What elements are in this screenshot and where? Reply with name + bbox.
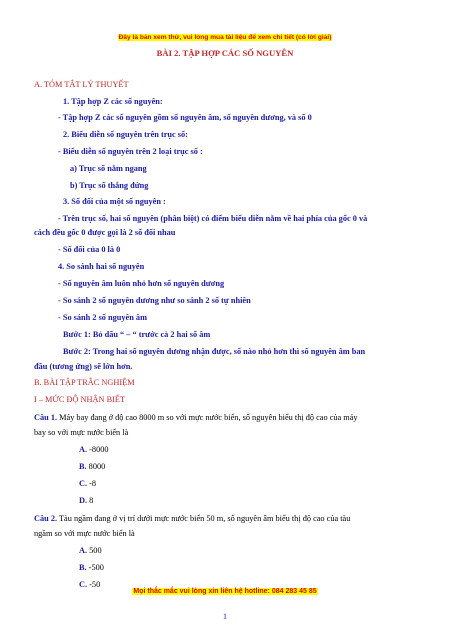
q1-option-a-label: A. bbox=[79, 445, 88, 454]
preview-notice-text: Đây là bản xem thử, vui lòng mua tài liệu để xem chi tiết (có lời giải) bbox=[118, 34, 332, 41]
question-1-label: Câu 1. bbox=[34, 413, 58, 422]
question-2-text-2: ngầm so với mực nước biển là bbox=[34, 529, 135, 538]
question-2-line-1 bbox=[34, 514, 350, 523]
header-notice bbox=[0, 26, 450, 44]
item2-option-b: b) Trục số thẳng đứng bbox=[70, 181, 149, 190]
q2-option-a-label: A. bbox=[79, 546, 88, 555]
level-heading: I – MỨC ĐỘ NHẬN BIẾT bbox=[34, 395, 126, 404]
item3-text-1: - Trên trục số, hai số nguyên (phân biệt) có điểm biểu diễn nằm về hai phía của gốc 0 và bbox=[58, 214, 368, 223]
item3-text-2: cách đều gốc 0 được gọi là 2 số đối nhau bbox=[34, 228, 176, 237]
question-1-text-2: bay so với mực nước biển là bbox=[34, 428, 129, 437]
question-1-text-1: Máy bay đang ở độ cao 8000 m so với mực nước biển, số nguyên biểu thị độ cao của máy bbox=[57, 413, 358, 422]
item4-text-1: - Số nguyên âm luôn nhỏ hơn số nguyên dương bbox=[58, 279, 225, 288]
q1-option-b-value: 8000 bbox=[86, 462, 106, 471]
q2-option-b bbox=[79, 563, 104, 572]
step-2-line-1: Bước 2: Trong hai số nguyên dương nhận được, số nào nhỏ hơn thì số nguyên âm ban bbox=[63, 347, 366, 356]
item4-title: 4. So sánh hai số nguyên bbox=[58, 262, 145, 271]
hotline-text: Mọi thắc mắc vui lòng xin liên hệ hotline: 084 283 45 85 bbox=[133, 588, 317, 595]
item4-text-2: - So sánh 2 số nguyên dương như so sánh 2 số tự nhiên bbox=[58, 296, 251, 305]
item4-text-3: - So sánh 2 số nguyên âm bbox=[58, 313, 147, 322]
page-number: 1 bbox=[223, 612, 227, 621]
item3-text-3: - Số đối của 0 là 0 bbox=[58, 245, 121, 254]
q2-option-c-value: -50 bbox=[87, 580, 101, 589]
section-a-heading: A. TÓM TẮT LÝ THUYẾT bbox=[34, 80, 129, 89]
q1-option-c bbox=[79, 479, 96, 488]
item1-text: - Tập hợp Z các số nguyên gồm số nguyên âm, số nguyên dương, và số 0 bbox=[58, 113, 312, 122]
item1-title: 1. Tập hợp Z các số nguyên: bbox=[63, 97, 163, 106]
q1-option-b-label: B. bbox=[79, 462, 87, 471]
q1-option-d bbox=[79, 496, 93, 505]
footer-hotline bbox=[0, 580, 450, 598]
q1-option-c-value: -8 bbox=[87, 479, 97, 488]
item2-title: 2. Biểu diễn số nguyên trên trục số: bbox=[63, 130, 188, 139]
step-1: Bước 1: Bỏ dấu “ – “ trước cả 2 hai số âm bbox=[63, 330, 211, 339]
q1-option-a bbox=[79, 445, 109, 454]
q1-option-b bbox=[79, 462, 105, 471]
q1-option-d-value: 8 bbox=[87, 496, 94, 505]
page-title: BÀI 2. TẬP HỢP CÁC SỐ NGUYÊN bbox=[156, 48, 294, 58]
q2-option-c-label: C. bbox=[79, 580, 88, 589]
q2-option-a-value: 500 bbox=[87, 546, 102, 555]
question-2-text-1: Tàu ngầm đang ở vị trí dưới mực nước biển 50 m, số nguyên âm biểu thị độ cao của tàu bbox=[57, 514, 351, 523]
q2-option-b-value: -500 bbox=[86, 563, 104, 572]
q1-option-a-value: -8000 bbox=[87, 445, 109, 454]
q1-option-d-label: D. bbox=[79, 496, 88, 505]
q1-option-c-label: C. bbox=[79, 479, 88, 488]
item2-text: - Biểu diễn số nguyên trên 2 loại trục số : bbox=[58, 147, 203, 156]
step-2-line-2: đầu (tương ứng) sẽ lớn hơn. bbox=[34, 362, 133, 371]
section-b-heading: B. BÀI TẬP TRẮC NGHIỆM bbox=[34, 378, 135, 387]
question-2-label: Câu 2. bbox=[34, 514, 58, 523]
item2-option-a: a) Trục số nằm ngang bbox=[70, 164, 147, 173]
question-1-line-1 bbox=[34, 413, 358, 422]
q2-option-b-label: B. bbox=[79, 563, 87, 572]
item3-title: 3. Số đối của một số nguyên : bbox=[63, 197, 166, 206]
q2-option-a bbox=[79, 546, 102, 555]
